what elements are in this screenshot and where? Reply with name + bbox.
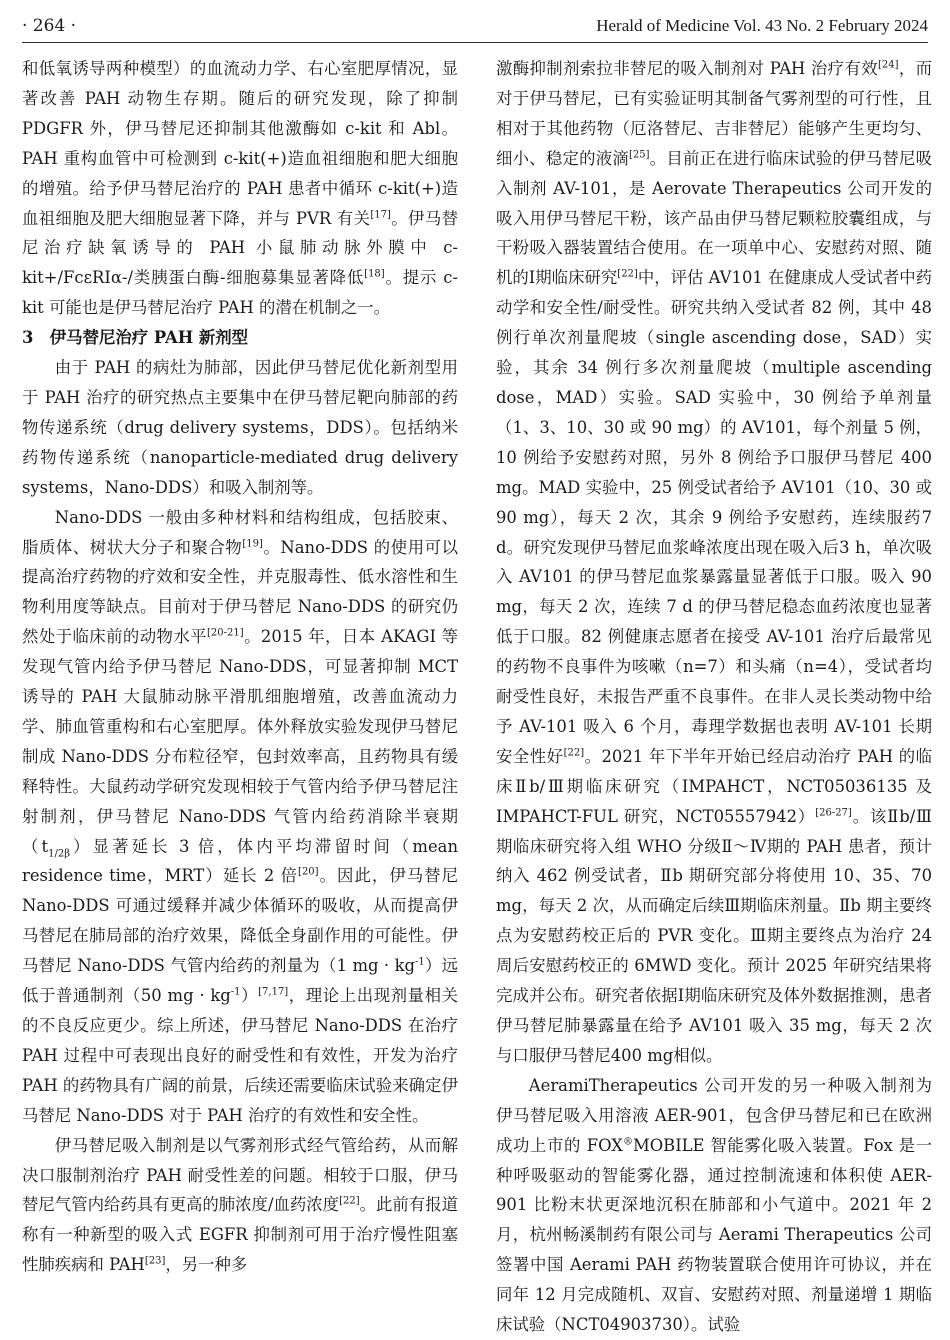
paragraph: AeramiTherapeutics 公司开发的另一种吸入制剂为伊马替尼吸入用溶液 AER-901，包含伊马替尼和已在欧洲成功上市的 FOX®MOBILE 智能雾化吸入装置。Fox 是一种呼吸驱动的智能雾化器，通过控制流速和体积使 AER-901 比粉末状更深地沉积在肺部和小气道中。2021 年 2 月，杭州畅溪制药有限公司与 Aerami Therapeutics 公司签署中国 Aerami PAH 药物装置联合使用许可协议，并在同年 12 月完成随机、双盲、安慰药对照、剂量递增 1 期临床试验（NCT04903730）。试验 [496, 1075, 932, 1335]
running-header [22, 12, 928, 43]
paragraph: 由于 PAH 的病灶为肺部，因此伊马替尼优化新剂型用于 PAH 治疗的研究热点主要集中在伊马替尼靶向肺部的药物传递系统（drug delivery systems，DDS）。包括纳米药物传递系统（nanoparticle-mediated drug delivery systems，Nano-DDS）和吸入制剂等。 [22, 358, 458, 497]
journal-citation: Herald of Medicine Vol. 43 No. 2 February 2024 [596, 16, 928, 35]
right-column [496, 54, 932, 1340]
paragraph: 激酶抑制剂索拉非替尼的吸入制剂对 PAH 治疗有效[24]，而对于伊马替尼，已有实验证明其制备气雾剂型的可行性，且相对于其他药物（厄洛替尼、吉非替尼）能够产生更均匀、细小、稳定的液滴[25]。目前正在进行临床试验的伊马替尼吸入制剂 AV-101，是 Aerovate Therapeutics 公司开发的吸入用伊马替尼干粉，该产品由伊马替尼颗粒胶囊组成，与干粉吸入器装置结合使用。在一项单中心、安慰药对照、随机的Ⅰ期临床研究[22]中，评估 AV101 在健康成人受试者中药动学和安全性/耐受性。研究共纳入受试者 82 例，其中 48 例行单次剂量爬坡（single ascending dose，SAD）实验，其余 34 例行多次剂量爬坡（multiple ascending dose，MAD）实验。SAD 实验中，30 例给予单剂量（1、3、10、30 或 90 mg）的 AV101，每个剂量 5 例，10 例给予安慰药对照，另外 8 例给予口服伊马替尼 400 mg。MAD 实验中，25 例受试者给予 AV101（10、30 或90 mg），每天 2 次，其余 9 例给予安慰药，连续服药7 d。研究发现伊马替尼血浆峰浓度出现在吸入后3 h，单次吸入 AV101 的伊马替尼血浆暴露量显著低于口服。吸入 90 mg，每天 2 次，连续 7 d 的伊马替尼稳态血药浓度也显著低于口服。82 例健康志愿者在接受 AV-101 治疗后最常见的药物不良事件为咳嗽（n=7）和头痛（n=4），受试者均耐受性良好，未报告严重不良事件。在非人灵长类动物中给予 AV-101 吸入 6 个月，毒理学数据也表明 AV-101 长期安全性好[22]。2021 年下半年开始已经启动治疗 PAH 的临床Ⅱb/Ⅲ期临床研究（IMPAHCT，NCT05036135 及 IMPAHCT-FUL 研究，NCT05557942）[26-27]。该Ⅱb/Ⅲ期临床研究将入组 WHO 分级Ⅱ～Ⅳ期的 PAH 患者，预计纳入 462 例受试者，Ⅱb 期研究部分将使用 10、35、70 mg，每天 2 次，从而确定后续Ⅲ期临床剂量。Ⅱb 期主要终点为安慰药校正后的 PVR 变化。Ⅲ期主要终点为治疗 24 周后安慰药校正的 6MWD 变化。预计 2025 年研究结果将完成并公布。研究者依据Ⅰ期临床研究及体外数据推测，患者伊马替尼肺暴露量在给予 AV101 吸入 35 mg，每天 2 次与口服伊马替尼400 mg相似。 [496, 59, 933, 1065]
section-heading: 3 伊马替尼治疗 PAH 新剂型 [22, 328, 249, 348]
paragraph: 伊马替尼吸入制剂是以气雾剂形式经气管给药，从而解决口服制剂治疗 PAH 耐受性差的问题。相较于口服，伊马替尼气管内给药具有更高的肺浓度/血药浓度[22]。此前有报道称有一种新型的吸入式 EGFR 抑制剂可用于治疗慢性阻塞性肺疾病和 PAH[23]，另一种多 [22, 1135, 458, 1275]
citation[interactable]: [24] [877, 59, 899, 71]
citation[interactable]: [22] [563, 747, 585, 759]
paragraph: 和低氧诱导两种模型）的血流动力学、右心室肥厚情况，显著改善 PAH 动物生存期。随后的研究发现，除了抑制 PDGFR 外，伊马替尼还抑制其他激酶如 c-kit 和 Abl。PAH 重构血管中可检测到 c-kit(+)造血祖细胞和肥大细胞的增殖。给予伊马替尼治疗的 PAH 患者中循环 c-kit(+)造血祖细胞及肥大细胞显著下降，并与 PVR 有关[17]。伊马替尼治疗缺氧诱导的 PAH 小鼠肺动脉外膜中 c-kit+/FcεRIα-/类胰蛋白酶-细胞募集显著降低[18]。提示 c-kit 可能也是伊马替尼治疗 PAH 的潜在机制之一。 [22, 59, 458, 318]
citation[interactable]: [19] [242, 538, 263, 550]
citation[interactable]: [20] [298, 867, 319, 878]
citation[interactable]: [17] [370, 209, 391, 221]
citation[interactable]: [25] [628, 149, 650, 161]
citation[interactable]: [22] [617, 268, 638, 280]
citation[interactable]: [7,17] [258, 986, 289, 998]
citation[interactable]: [26-27] [815, 807, 852, 819]
citation[interactable]: [20-21] [207, 627, 244, 639]
citation[interactable]: [22] [339, 1195, 360, 1207]
citation[interactable]: [23] [144, 1255, 166, 1267]
paragraph: Nano-DDS 一般由多种材料和结构组成，包括胶束、脂质体、树状大分子和聚合物[19]。Nano-DDS 的使用可以提高治疗药物的疗效和安全性，并克服毒性、低水溶性和生物利用度等缺点。目前对于伊马替尼 Nano-DDS 的研究仍然处于临床前的动物水平[20-21]。2015 年，日本 AKAGI 等发现气管内给予伊马替尼 Nano-DDS，可显著抑制 MCT 诱导的 PAH 大鼠肺动脉平滑肌细胞增殖，改善血流动力学、肺血管重构和右心室肥厚。体外释放实验发现伊马替尼制成 Nano-DDS 分布粒径窄，包封效率高，且药物具有缓释特性。大鼠药动学研究发现相较于气管内给予伊马替尼注射制剂，伊马替尼 Nano-DDS 气管内给药消除半衰期$(t_{1/2\beta})$显著延长 3 倍，体内平均滞留时间（mean residence time，MRT）延长 2 倍[20]。因此，伊马替尼 Nano-DDS 可通过缓释并减少体循环的吸收，从而提高伊马替尼在肺局部的治疗效果，降低全身副作用的可能性。伊马替尼 Nano-DDS 气管内给药的剂量为（1 mg · $kg^{-1}$）远低于普通制剂（50 mg · $kg^{-1})[7,17]$，理论上出现剂量相关的不良反应更少。综上所述，伊马替尼 Nano-DDS 在治疗 PAH 过程中可表现出良好的耐受性和有效性，开发为治疗 PAH 的药物具有广阔的前景，后续还需要临床试验来确定伊马替尼 Nano-DDS 对于 PAH 治疗的有效性和安全性。 [22, 507, 459, 1125]
left-column [22, 54, 458, 1280]
page-number: · 264 · [22, 16, 77, 36]
citation[interactable]: [18] [364, 268, 385, 280]
